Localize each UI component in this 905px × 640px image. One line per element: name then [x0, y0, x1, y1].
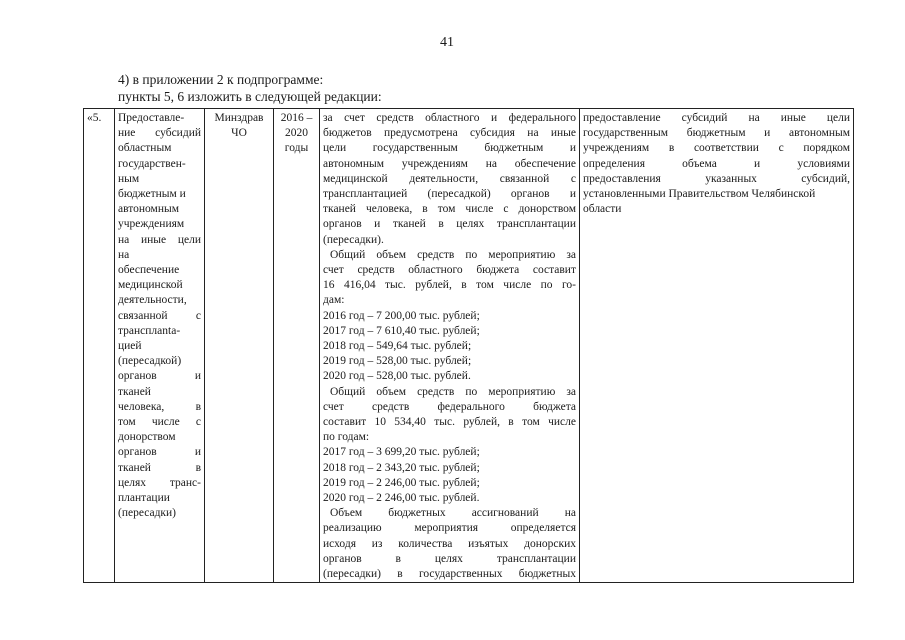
desc-line: 2019 год – 528,00 тыс. рублей;: [323, 355, 472, 368]
years-line-3: годы: [284, 142, 309, 155]
years-cell: [274, 109, 320, 583]
desc-line: 2020 год – 2 246,00 тыс. рублей.: [323, 492, 480, 505]
cond-line: предоставление субсидий на иные цели: [583, 112, 850, 124]
page-number: 41: [440, 35, 454, 50]
name-line: трансплanta-: [118, 324, 181, 337]
executor-cell: [205, 109, 274, 583]
desc-line: составит 10 534,40 тыс. рублей, в том числе: [323, 416, 576, 429]
cond-line: определения объема и условиями: [583, 157, 850, 170]
name-line: целях транс-: [118, 476, 201, 489]
item-number: «5.: [84, 109, 115, 583]
name-line: человека, в: [118, 400, 201, 413]
description-cell: [320, 109, 580, 583]
years-line-1: 2016 –: [280, 112, 313, 124]
desc-line: 2020 год – 528,00 тыс. рублей.: [323, 370, 471, 383]
name-line: связанной с: [118, 309, 201, 322]
desc-line: 2018 год – 2 343,20 тыс. рублей;: [323, 461, 480, 474]
desc-line: медицинской деятельности, связанной с: [323, 172, 576, 185]
executor: Минздрав ЧО: [214, 112, 264, 140]
name-line: на: [118, 248, 130, 261]
name-line: Предоставле-: [118, 112, 185, 124]
name-line: учреждениям: [118, 218, 185, 231]
desc-line: 2016 год – 7 200,00 тыс. рублей;: [323, 309, 480, 322]
intro-text: [118, 71, 382, 105]
desc-line: цели государственным бюджетным и: [323, 142, 576, 155]
conditions-cell: [580, 109, 854, 583]
intro-line-2: пункты 5, 6 изложить в следующей редакции:: [118, 89, 382, 104]
name-line: тканей: [118, 385, 151, 398]
name-line: областным: [118, 142, 172, 155]
funding-conditions: [583, 111, 850, 217]
name-line: органов и: [118, 446, 201, 459]
name-line: (пересадкой): [118, 355, 182, 368]
name-line: деятельности,: [118, 294, 187, 307]
cond-line: предоставления указанных субсидий,: [583, 172, 850, 185]
name-line: государствен-: [118, 157, 186, 170]
desc-line: реализацию мероприятия определяется: [323, 522, 576, 535]
desc-line: Объем бюджетных ассигнований на: [330, 507, 576, 520]
name-line: донорством: [118, 431, 176, 444]
measure-name: [118, 111, 201, 521]
desc-line: автономным учреждениям на обеспечение: [323, 157, 576, 170]
subprogram-table: [83, 108, 854, 583]
desc-line: бюджетов предусмотрена субсидия на иные: [323, 127, 576, 140]
name-line: на иные цели: [118, 233, 201, 246]
name-line: медицинской: [118, 279, 183, 292]
name-line: (пересадки): [118, 507, 176, 520]
measure-description: [323, 111, 576, 582]
name-line: ным: [118, 172, 140, 185]
desc-line: трансплантацией (пересадкой) органов и: [323, 188, 576, 201]
desc-line: 2018 год – 549,64 тыс. рублей;: [323, 340, 472, 353]
desc-line: 2017 год – 3 699,20 тыс. рублей;: [323, 446, 480, 459]
desc-line: Общий объем средств по мероприятию за: [330, 385, 576, 398]
name-line: автономным: [118, 203, 179, 216]
cond-line: установленными Правительством Челябинской: [583, 188, 816, 201]
desc-line: Общий объем средств по мероприятию за: [330, 248, 576, 261]
table-row: [84, 109, 854, 583]
cond-line: учреждениям в соответствии с порядком: [583, 142, 850, 155]
desc-line: 16 416,04 тыс. рублей, в том числе по го-: [323, 279, 576, 292]
cond-line: области: [583, 203, 622, 216]
desc-line: счет средств федерального бюджета: [323, 400, 576, 413]
desc-line: (пересадки).: [323, 233, 384, 246]
intro-line-1: 4) в приложении 2 к подпрограмме:: [118, 72, 324, 87]
desc-line: органов и тканей в целях трансплантации: [323, 218, 576, 231]
name-line: тканей в: [118, 461, 201, 474]
years-line-2: 2020: [285, 127, 308, 140]
desc-line: за счет средств областного и федерального: [323, 112, 576, 124]
measure-name-cell: [115, 109, 205, 583]
name-line: бюджетным и: [118, 188, 186, 201]
desc-line: 2017 год – 7 610,40 тыс. рублей;: [323, 324, 480, 337]
name-line: плантации: [118, 492, 170, 505]
desc-line: счет средств областного бюджета составит: [323, 264, 576, 277]
name-line: цией: [118, 340, 142, 353]
desc-line: по годам:: [323, 431, 370, 444]
name-line: ние субсидий: [118, 127, 201, 140]
desc-line: исходя из количества изъятых донорских: [323, 537, 576, 550]
cond-line: государственным бюджетным и автономным: [583, 127, 850, 140]
name-line: органов и: [118, 370, 201, 383]
desc-line: 2019 год – 2 246,00 тыс. рублей;: [323, 476, 480, 489]
name-line: обеспечение: [118, 264, 180, 277]
desc-line: тканей человека, в том числе с донорством: [323, 203, 576, 216]
desc-line: дам:: [323, 294, 345, 307]
desc-line: (пересадки) в государственных бюджетных: [323, 568, 576, 581]
desc-line: органов в целях трансплантации: [323, 552, 576, 565]
name-line: том числе с: [118, 416, 201, 429]
